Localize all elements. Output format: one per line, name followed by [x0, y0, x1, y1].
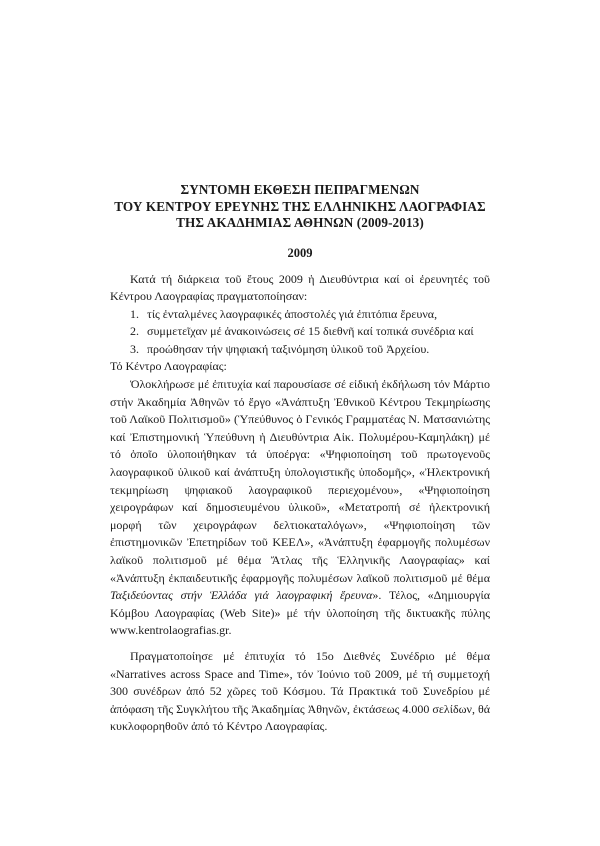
list-text: προώθησαν τήν ψηφιακή ταξινόμηση ὑλικοῦ τοῦ Ἀρχείου. [147, 341, 430, 356]
paragraph-project [110, 376, 490, 640]
title-line-1: ΣΥΝΤΟΜΗ ΕΚΘΕΣΗ ΠΕΠΡΑΓΜΕΝΩΝ [180, 182, 420, 197]
report-body [110, 271, 490, 736]
paragraph-project-italic: Ταξιδεύοντας στήν Ἑλλάδα γιά λαογραφική ἔρευνα [110, 588, 373, 603]
paragraph-project-text-end: ». Τέλος, «Δημιουργία Κόμβου Λαογραφίας (Web Site)» μέ τήν ὑλοποίηση τῆς δικτυακῆς πύλης www.kentrolaografias.gr. [110, 588, 490, 638]
activities-list [110, 306, 490, 359]
list-number: 2. [130, 324, 139, 339]
intro-paragraph: Κατά τή διάρκεια τοῦ ἔτους 2009 ἡ Διευθύντρια καί οἱ ἐρευνητές τοῦ Κέντρου Λαογραφίας πραγματοποίησαν: [110, 271, 490, 304]
list-text: συμμετεῖχαν μέ ἀνακοινώσεις σέ 15 διεθνῆ καί τοπικά συνέδρια καί [147, 324, 474, 339]
section-year: 2009 [287, 245, 313, 260]
document-page [110, 182, 490, 736]
paragraph-congress: Πραγματοποίησε μέ ἐπιτυχία τό 15ο Διεθνές Συνέδριο μέ θέμα «Narratives across Space and Time», τόν Ἰούνιο τοῦ 2009, μέ τή συμμετοχή 300 συνέδρων ἀπό 52 χῶρες τοῦ Κόσμου. Τά Πρακτικά τοῦ Συνεδρίου μέ ἀπόφαση τῆς Συγκλήτου τῆς Ἀκαδημίας Ἀθηνῶν, ἐκτάσεως 4.000 σελίδων, θά κυκλοφορηθοῦν ἀπό τό Κέντρο Λαογραφίας. [110, 648, 490, 734]
title-line-2: ΤΟΥ ΚΕΝΤΡΟΥ ΕΡΕΥΝΗΣ ΤΗΣ ΕΛΛΗΝΙΚΗΣ ΛΑΟΓΡΑΦΙΑΣ [114, 198, 486, 214]
list-number: 1. [130, 306, 139, 321]
center-line: Τό Κέντρο Λαογραφίας: [110, 359, 227, 374]
title-line-3: ΤΗΣ ΑΚΑΔΗΜΙΑΣ ΑΘΗΝΩΝ (2009-2013) [176, 215, 424, 230]
paragraph-gap [110, 640, 490, 648]
report-title [110, 182, 490, 232]
list-item [130, 306, 490, 324]
list-item [130, 341, 490, 359]
list-number: 3. [130, 341, 139, 356]
list-text: τίς ἐνταλμένες λαογραφικές ἀποστολές γιά ἐπιτόπια ἔρευνα, [147, 306, 438, 321]
paragraph-project-text: Ὁλοκλήρωσε μέ ἐπιτυχία καί παρουσίασε σέ εἰδική ἐκδήλωση τόν Μάρτιο στήν Ἀκαδημία Ἀθηνῶν τό ἔργο «Ἀνάπτυξη Ἐθνικοῦ Κέντρου Τεκμηρίωσης τοῦ Λαϊκοῦ Πολιτισμοῦ» (Ὑπεύθυνος ὁ Γενικός Γραμματέας Ν. Ματσανιώτης καί Ἐπιστημονική Ὑπεύθυνη ἡ Διευθύντρια Αἰκ. Πολυμέρου-Καμηλάκη) μέ τό ὁποῖο ὑλοποιήθηκαν τά ὑποέργα: «Ψηφιοποίηση τοῦ πρωτογενοῦς λαογραφικοῦ ὑλικοῦ καί ἀνάπτυξη ὑπολογιστικῆς ὑποδομῆς», «Ἠλεκτρονική τεκμηρίωση ψηφιακοῦ λαογραφικοῦ περιεχομένου», «Ψηφιοποίηση χειρογράφων καί δημοσιευμένου ὑλικοῦ», «Μετατροπή σέ ἠλεκτρονική μορφή τῶν χειρογράφων δελτιοκαταλόγων», «Ψηφιοποίηση τῶν ἐπιστημονικῶν Ἐπετηρίδων τοῦ ΚΕΕΛ», «Ἀνάπτυξη ἐφαρμογῆς πολυμέσων λαϊκοῦ πολιτισμοῦ μέ θέμα Ἄτλας τῆς Ἑλληνικῆς Λαογραφίας» καί «Ἀνάπτυξη ἐκπαιδευτικῆς ἐφαρμογῆς πολυμέσων λαϊκοῦ πολιτισμοῦ μέ θέμα [110, 377, 490, 585]
list-item [130, 323, 490, 341]
